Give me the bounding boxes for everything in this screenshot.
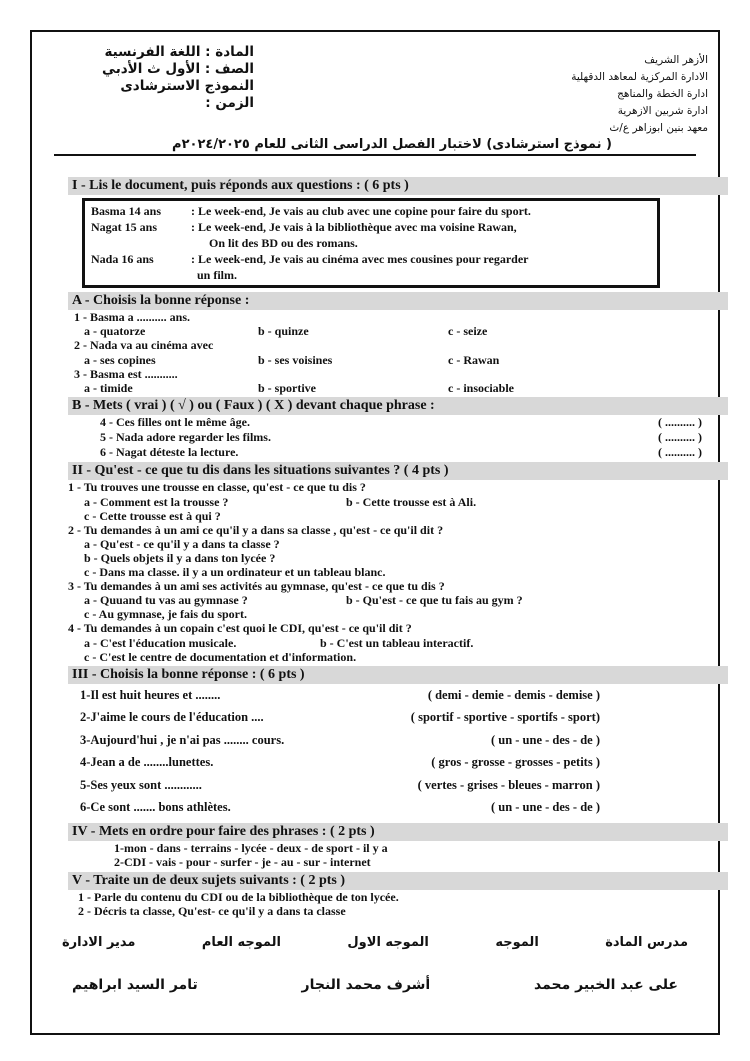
header-left-block <box>54 44 254 112</box>
part1b-heading: B - Mets ( vrai ) ( √ ) ou ( Faux ) ( X ) devant chaque phrase : <box>68 397 728 415</box>
document-line: un film. <box>197 268 238 282</box>
signatures-footer <box>32 933 718 1033</box>
signature-names <box>72 977 678 993</box>
order-item: 1-mon - dans - terrains - lycée - deux - de sport - il y a <box>114 840 388 855</box>
role-general-supervisor: الموجه العام <box>201 935 281 950</box>
situation-item: 3 - Tu demandes à un ami ses activités au gymnase, qu'est - ce que tu dis ? a - Quuand tu vas au gymnase ? b - Qu'est - ce que tu fais au gym ? c - Au gymnase, je fais du sport. <box>68 579 523 622</box>
essay-topic: 2 - Décris ta classe, Qu'est- ce qu'il y a dans ta classe <box>78 904 346 919</box>
part5-heading: V - Traite un de deux sujets suivants : ( 2 pts ) <box>68 872 728 890</box>
part3-heading: III - Choisis la bonne réponse : ( 6 pts ) <box>68 666 728 684</box>
essay-topic: 1 - Parle du contenu du CDI ou de la bibliothèque de ton lycée. <box>78 889 399 904</box>
choice-item: 4-Jean a de ........lunettes. ( gros - grosse - grosses - petits ) <box>80 755 600 770</box>
document-line: On lit des BD ou des romans. <box>209 236 358 250</box>
part1a-heading: A - Choisis la bonne réponse : <box>68 292 728 310</box>
choice-item: 2-J'aime le cours de l'éducation .... ( sportif - sportive - sportifs - sport) <box>80 710 600 725</box>
order-item: 2-CDI - vais - pour - surfer - je - au - sur - internet <box>114 855 371 870</box>
header-org-1: الأزهر الشريف <box>644 54 708 66</box>
exam-header <box>32 44 718 164</box>
situation-item: 2 - Tu demandes à un ami ce qu'il y a dans sa classe , qu'est - ce qu'il dit ? a - Qu'est - ce qu'il y a dans ta classe ? b - Quels objets il y a dans ton lycée ? c - Dans ma classe. il y a un ordinateur et un tableau blanc. <box>68 522 444 580</box>
reading-document <box>82 198 660 288</box>
header-model: النموذج الاسترشادى <box>120 78 254 94</box>
header-org-2: الادارة المركزية لمعاهد الدقهلية <box>571 71 708 83</box>
header-grade: الصف : الأول ث الأدبي <box>102 61 254 77</box>
role-supervisor: الموجه <box>495 935 539 950</box>
part1a-item: 2 - Nada va au cinéma avec a - ses copines b - ses voisines c - Rawan <box>74 338 500 367</box>
role-first-supervisor: الموجه الاول <box>347 935 429 950</box>
part2-heading: II - Qu'est - ce que tu dis dans les situations suivantes ? ( 4 pts ) <box>68 462 728 480</box>
header-subject: المادة : اللغة الفرنسية <box>104 44 254 60</box>
signature-roles <box>62 935 688 950</box>
choice-item: 6-Ce sont ....... bons athlètes. ( un - une - des - de ) <box>80 800 600 815</box>
role-director: مدير الادارة <box>62 935 136 950</box>
part1a-item: 3 - Basma est ........... a - timide b - sportive c - insociable <box>74 366 514 396</box>
situation-item: 1 - Tu trouves une trousse en classe, qu'est - ce que tu dis ? a - Comment est la trousse ? b - Cette trousse est à Ali. c - Cette trousse est à qui ? <box>68 480 477 523</box>
part1-heading: I - Lis le document, puis réponds aux questions : ( 6 pts ) <box>68 177 728 195</box>
document-line: Nada 16 ans : Le week-end, Je vais au cinéma avec mes cousines pour regarder <box>91 252 529 266</box>
document-line: Basma 14 ans : Le week-end, Je vais au club avec une copine pour faire du sport. <box>91 204 531 218</box>
part4-heading: IV - Mets en ordre pour faire des phrases : ( 2 pts ) <box>68 823 728 841</box>
choice-item: 3-Aujourd'hui , je n'ai pas ........ cours. ( un - une - des - de ) <box>80 732 600 747</box>
header-org-3: ادارة الخطة والمناهج <box>617 88 708 100</box>
true-false-item: 5 - Nada adore regarder les films. ( .......... ) <box>100 430 702 445</box>
exam-title: ( نموذج استرشادى) لاختبار الفصل الدراسى الثانى للعام ٢٠٢٤/٢٠٢٥م <box>172 137 612 152</box>
header-right-block <box>468 52 708 137</box>
exam-page <box>30 30 720 1035</box>
name-director: تامر السيد ابراهيم <box>72 977 198 993</box>
exam-content <box>68 175 728 918</box>
choice-item: 5-Ses yeux sont ............ ( vertes - grises - bleues - marron ) <box>80 777 600 792</box>
header-org-4: ادارة شربين الازهرية <box>617 105 708 117</box>
header-org-5: معهد بنين ابوزاهر ع/ث <box>609 122 708 134</box>
true-false-item: 6 - Nagat déteste la lecture. ( .......... ) <box>100 445 702 460</box>
situation-item: 4 - Tu demandes à un copain c'est quoi le CDI, qu'est - ce qu'il dit ? a - C'est l'éducation musicale. b - C'est un tableau interactif. c - C'est le centre de documentation et d'information. <box>68 621 474 664</box>
part1a-item: 1 - Basma a .......... ans. a - quatorze b - quinze c - seize <box>74 310 488 339</box>
name-teacher: على عبد الخبير محمد <box>534 977 678 993</box>
header-time: الزمن : <box>205 95 254 111</box>
name-first-supervisor: أشرف محمد النجار <box>301 977 431 993</box>
header-divider <box>54 154 696 156</box>
choice-item: 1-Il est huit heures et ........ ( demi - demie - demis - demise ) <box>80 687 600 702</box>
role-teacher: مدرس المادة <box>605 935 688 950</box>
document-line: Nagat 15 ans : Le week-end, Je vais à la bibliothèque avec ma voisine Rawan, <box>91 220 517 234</box>
true-false-item: 4 - Ces filles ont le même âge. ( .......... ) <box>100 415 702 430</box>
